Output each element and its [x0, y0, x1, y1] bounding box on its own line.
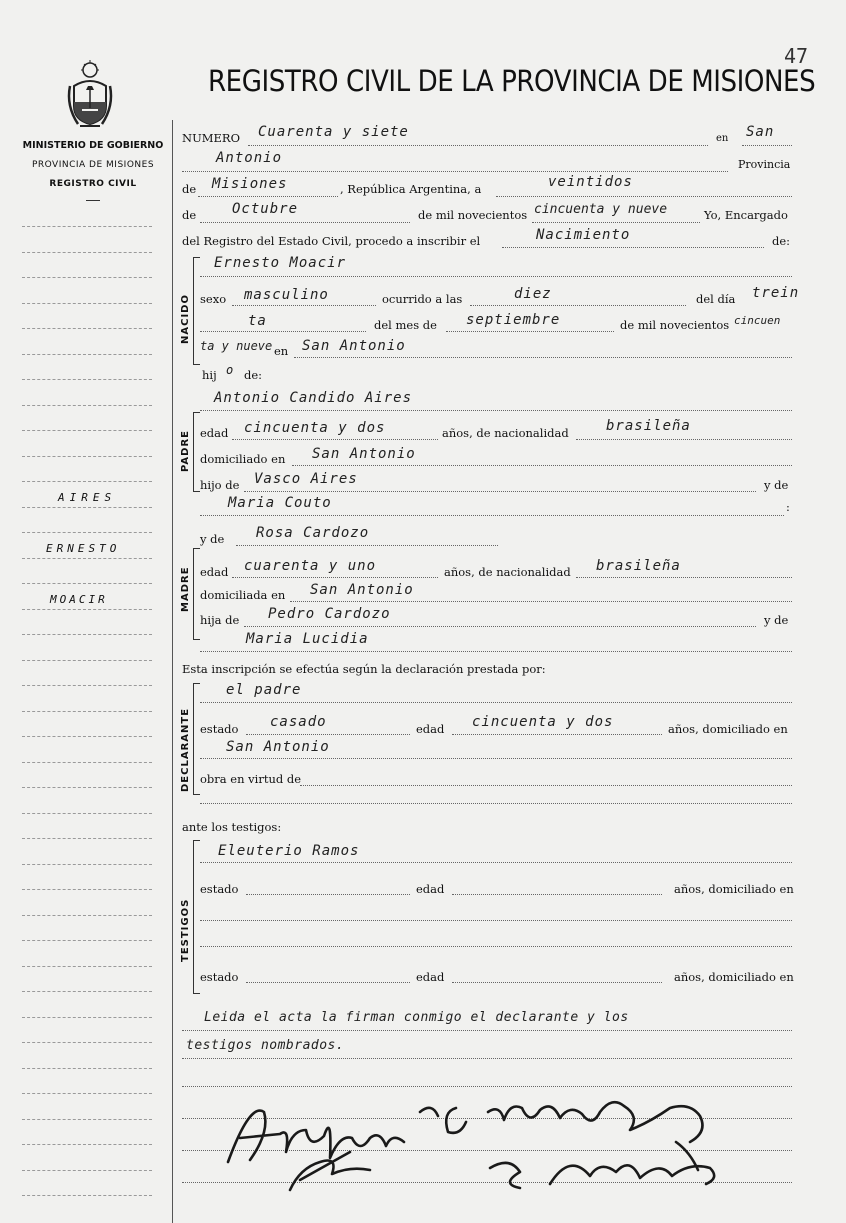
hijo-label: hij — [202, 368, 217, 382]
page-number: 47 — [784, 44, 809, 68]
testigos-intro: ante los testigos: — [182, 820, 282, 834]
madre-domicilio-label: domiciliada en — [200, 588, 286, 602]
padre-hijo-de-label: hijo de — [200, 478, 240, 492]
provincia-label: Provincia — [738, 158, 791, 171]
margin-line — [22, 430, 152, 431]
margin-line — [22, 532, 152, 533]
madre-bracket — [193, 548, 200, 640]
hijo-de-label: de: — [244, 368, 263, 382]
declarante-domicilio-label: años, domiciliado en — [668, 722, 788, 736]
margin-note-surname: AIRES — [58, 491, 117, 504]
padre-edad-value: cincuenta y dos — [244, 420, 386, 436]
document-title: REGISTRO CIVIL DE LA PROVINCIA DE MISIONES — [208, 64, 816, 98]
madre-domicilio-value: San Antonio — [310, 582, 414, 598]
field-line — [246, 982, 410, 983]
margin-line — [22, 736, 152, 737]
mes-value: Octubre — [232, 201, 299, 217]
field-line — [742, 145, 792, 146]
hijo-suffix: o — [226, 363, 235, 377]
margin-line — [22, 354, 152, 355]
margin-line — [22, 507, 152, 508]
nacido-bracket — [193, 257, 200, 365]
declarante-edad-label: edad — [416, 722, 445, 736]
field-line — [198, 196, 338, 197]
field-line — [200, 651, 792, 652]
padre-nombre: Antonio Candido Aires — [214, 390, 413, 406]
field-line — [232, 577, 438, 578]
divider — [86, 200, 100, 201]
margin-note-first-name: ERNESTO — [46, 542, 121, 555]
padre-nacionalidad-value: brasileña — [606, 418, 691, 434]
field-line — [200, 758, 792, 759]
field-line — [200, 862, 792, 863]
margin-line — [22, 481, 152, 482]
madre-nacionalidad-label: años, de nacionalidad — [444, 565, 571, 579]
republica-label: , República Argentina, a — [340, 182, 482, 196]
margin-line — [22, 1017, 152, 1018]
margin-line — [22, 685, 152, 686]
field-line — [200, 331, 366, 332]
padre-section-label: PADRE — [180, 430, 191, 472]
field-line — [292, 465, 792, 466]
anio-value: cincuenta y nueve — [534, 202, 668, 217]
declarante-estado-label: estado — [200, 722, 239, 736]
field-line — [300, 785, 792, 786]
padre-domicilio-value: San Antonio — [312, 446, 416, 462]
mes-nacimiento-value: septiembre — [466, 312, 561, 328]
testigo-1-edad-label: edad — [416, 882, 445, 896]
declaracion-intro: Esta inscripción se efectúa según la declaración prestada por: — [182, 662, 546, 676]
margin-line — [22, 303, 152, 304]
de-label-2: de — [182, 208, 197, 222]
field-line — [452, 894, 662, 895]
field-line — [200, 803, 792, 804]
madre-madre-de-value: Maria Lucidia — [246, 631, 369, 647]
madre-hija-de-value: Pedro Cardozo — [268, 606, 391, 622]
nacido-nombre: Ernesto Moacir — [214, 255, 347, 271]
field-line — [452, 734, 662, 735]
padre-colon: : — [786, 500, 790, 514]
declarante-domicilio-value: San Antonio — [226, 739, 330, 755]
madre-edad-value: cuarenta y uno — [244, 558, 377, 574]
padre-edad-label: edad — [200, 426, 229, 440]
margin-line — [22, 1068, 152, 1069]
localidad-value-b: Antonio — [216, 150, 283, 166]
acto-value: Nacimiento — [536, 227, 631, 243]
cierre-line-1: Leida el acta la firman conmigo el declarante y los — [204, 1010, 629, 1025]
field-line — [200, 702, 792, 703]
anio-nacimiento-value-a: cincuen — [734, 314, 781, 327]
margin-line — [22, 558, 152, 559]
testigos-section-label: TESTIGOS — [180, 898, 191, 962]
margin-line — [22, 328, 152, 329]
testigo-1-estado-label: estado — [200, 882, 239, 896]
margin-line — [22, 1170, 152, 1171]
padre-domicilio-label: domiciliado en — [200, 452, 286, 466]
de-label: de — [182, 182, 197, 196]
madre-y-de-label: y de — [200, 532, 225, 546]
testigo-1-nombre: Eleuterio Ramos — [218, 843, 360, 859]
sexo-value: masculino — [244, 287, 329, 303]
margin-line — [22, 864, 152, 865]
lugar-value: San Antonio — [302, 338, 406, 354]
en-nacimiento-label: en — [274, 344, 289, 358]
testigo-2-edad-label: edad — [416, 970, 445, 984]
margin-line — [22, 405, 152, 406]
margin-line — [22, 583, 152, 584]
margin-line — [22, 838, 152, 839]
ministry-name: MINISTERIO DE GOBIERNO — [22, 140, 164, 151]
sexo-label: sexo — [200, 292, 227, 306]
provincia-value: Misiones — [212, 176, 288, 192]
padre-y-de-label: y de — [764, 478, 789, 492]
margin-note-middle-name: MOACIR — [50, 593, 108, 606]
hora-value: diez — [514, 286, 552, 302]
margin-line — [22, 609, 152, 610]
field-line — [236, 545, 498, 546]
dia-value: veintidos — [548, 174, 633, 190]
testigo-2-estado-label: estado — [200, 970, 239, 984]
margin-line — [22, 379, 152, 380]
field-line — [502, 247, 764, 248]
margin-line — [22, 762, 152, 763]
field-line — [446, 331, 614, 332]
field-line — [182, 1058, 792, 1059]
mes-label: del mes de — [374, 318, 437, 332]
field-line — [470, 305, 686, 306]
field-line — [200, 515, 784, 516]
field-line — [232, 305, 376, 306]
field-line — [244, 491, 756, 492]
numero-label: NUMERO — [182, 131, 241, 145]
declarante-nombre: el padre — [226, 682, 302, 698]
anio-nacimiento-value-b: ta y nueve — [200, 339, 273, 353]
margin-line — [22, 787, 152, 788]
dia-label: del día — [696, 292, 736, 306]
testigos-bracket — [193, 840, 200, 994]
margin-line — [22, 1195, 152, 1196]
declarante-estado-value: casado — [270, 714, 327, 730]
madre-nacionalidad-value: brasileña — [596, 558, 681, 574]
margin-line — [22, 634, 152, 635]
field-line — [200, 222, 410, 223]
field-line — [182, 1030, 792, 1031]
ocurrido-label: ocurrido a las — [382, 292, 463, 306]
declarante-section-label: DECLARANTE — [180, 707, 191, 792]
anio-nacimiento-label: de mil novecientos — [620, 318, 730, 332]
field-line — [576, 577, 792, 578]
margin-line — [22, 226, 152, 227]
margin-line — [22, 660, 152, 661]
madre-section-label: MADRE — [180, 566, 191, 612]
madre-edad-label: edad — [200, 565, 229, 579]
province-name: PROVINCIA DE MISIONES — [31, 160, 155, 170]
field-line — [182, 171, 728, 172]
testigo-1-domicilio-label: años, domiciliado en — [674, 882, 794, 896]
margin-line — [22, 813, 152, 814]
cierre-line-2: testigos nombrados. — [186, 1038, 345, 1053]
padre-madre-de-value: Maria Couto — [228, 495, 332, 511]
field-line — [200, 946, 792, 947]
field-line — [576, 439, 792, 440]
signatures-scrawl — [220, 1072, 760, 1202]
field-line — [452, 982, 662, 983]
dia-value-a: trein — [752, 285, 800, 301]
testigo-2-domicilio-label: años, domiciliado en — [674, 970, 794, 984]
de-end-label: de: — [772, 234, 791, 248]
padre-nacionalidad-label: años, de nacionalidad — [442, 426, 569, 440]
field-line — [246, 734, 410, 735]
madre-nombre: Rosa Cardozo — [256, 525, 370, 541]
registry-office-name: REGISTRO CIVIL — [49, 179, 137, 189]
field-line — [232, 439, 438, 440]
registro-label: del Registro del Estado Civil, procedo a inscribir el — [182, 234, 481, 248]
localidad-value-a: San — [746, 124, 775, 140]
margin-line — [22, 966, 152, 967]
margin-line — [22, 915, 152, 916]
numero-value: Cuarenta y siete — [258, 124, 409, 140]
margin-line — [22, 1042, 152, 1043]
dia-value-b: ta — [248, 313, 267, 329]
margin-line — [22, 940, 152, 941]
madre-y-de-label-2: y de — [764, 613, 789, 627]
margin-line — [22, 889, 152, 890]
encargado-label: Yo, Encargado — [704, 208, 788, 222]
field-line — [244, 626, 756, 627]
field-line — [290, 601, 792, 602]
margin-line — [22, 252, 152, 253]
madre-hija-de-label: hija de — [200, 613, 240, 627]
declarante-bracket — [193, 683, 200, 795]
padre-hijo-de-value: Vasco Aires — [254, 471, 358, 487]
national-coat-of-arms-icon — [64, 60, 116, 132]
field-line — [246, 894, 410, 895]
margin-line — [22, 1144, 152, 1145]
en-label: en — [716, 133, 729, 144]
margin-line — [22, 711, 152, 712]
margin-divider — [172, 120, 173, 1223]
margin-line — [22, 456, 152, 457]
nacido-section-label: NACIDO — [180, 294, 191, 344]
margin-line — [22, 1119, 152, 1120]
field-line — [294, 357, 792, 358]
field-line — [200, 410, 792, 411]
margin-line — [22, 1093, 152, 1094]
margin-line — [22, 991, 152, 992]
margin-line — [22, 277, 152, 278]
anio-label: de mil novecientos — [418, 208, 528, 222]
obra-label: obra en virtud de — [200, 772, 302, 786]
declarante-edad-value: cincuenta y dos — [472, 714, 614, 730]
field-line — [496, 196, 792, 197]
field-line — [532, 222, 700, 223]
field-line — [200, 920, 792, 921]
padre-bracket — [193, 412, 200, 492]
field-line — [200, 276, 792, 277]
field-line — [248, 145, 708, 146]
